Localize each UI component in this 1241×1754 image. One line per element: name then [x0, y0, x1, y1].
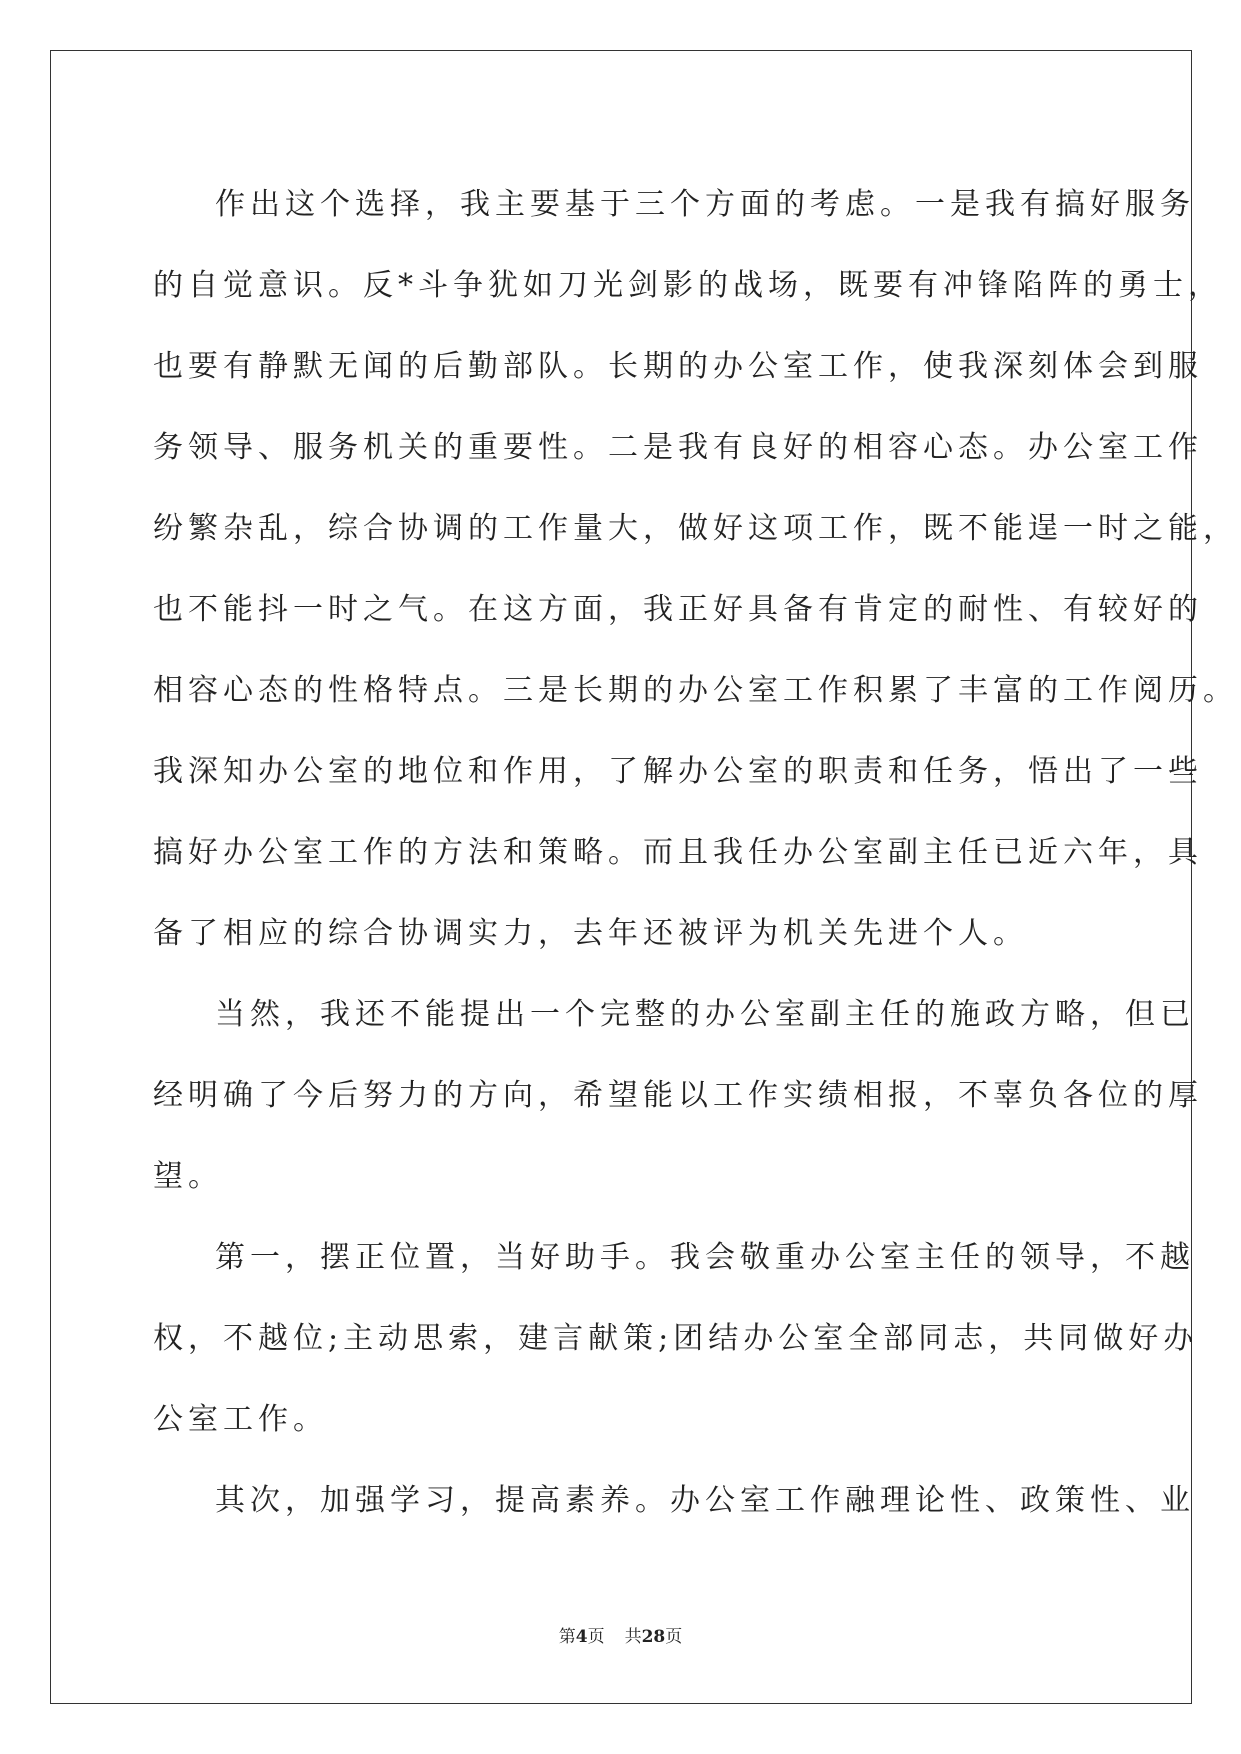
total-pages: 28 — [641, 1627, 666, 1647]
text-line: 务领导、服务机关的重要性。二是我有良好的相容心态。办公室工作 — [153, 430, 1203, 465]
text-line: 也要有静默无闻的后勤部队。长期的办公室工作，使我深刻体会到服 — [153, 349, 1203, 384]
page-footer — [0, 1622, 1241, 1647]
footer-page-suffix: 页 — [587, 1627, 605, 1647]
text-line: 我深知办公室的地位和作用，了解办公室的职责和任务，悟出了一些 — [153, 754, 1203, 789]
text-line: 望。 — [153, 1159, 223, 1194]
footer-total-prefix: 共 — [624, 1627, 642, 1647]
text-line: 当然，我还不能提出一个完整的办公室副主任的施政方略，但已 — [215, 997, 1195, 1032]
text-line: 第一，摆正位置，当好助手。我会敬重办公室主任的领导，不越 — [215, 1240, 1195, 1275]
text-line: 的自觉意识。反*斗争犹如刀光剑影的战场，既要有冲锋陷阵的勇士， — [153, 268, 1223, 303]
footer-prefix: 第 — [558, 1627, 576, 1647]
text-line: 也不能抖一时之气。在这方面，我正好具备有肯定的耐性、有较好的 — [153, 592, 1203, 627]
text-line: 纷繁杂乱，综合协调的工作量大，做好这项工作，既不能逞一时之能， — [153, 511, 1238, 546]
text-line: 搞好办公室工作的方法和策略。而且我任办公室副主任已近六年，具 — [153, 835, 1203, 870]
document-body — [153, 164, 1238, 1541]
text-line: 经明确了今后努力的方向，希望能以工作实绩相报，不辜负各位的厚 — [153, 1078, 1203, 1113]
text-line: 其次，加强学习，提高素养。办公室工作融理论性、政策性、业 — [215, 1483, 1195, 1518]
text-line: 备了相应的综合协调实力，去年还被评为机关先进个人。 — [153, 916, 1028, 951]
text-line: 公室工作。 — [153, 1402, 328, 1437]
footer-total-suffix: 页 — [665, 1627, 683, 1647]
text-line: 相容心态的性格特点。三是长期的办公室工作积累了丰富的工作阅历。 — [153, 673, 1238, 708]
text-line: 作出这个选择，我主要基于三个方面的考虑。一是我有搞好服务 — [215, 187, 1195, 222]
text-line: 权，不越位;主动思索，建言献策;团结办公室全部同志，共同做好办 — [153, 1321, 1199, 1356]
page-number: 4 — [575, 1627, 588, 1647]
